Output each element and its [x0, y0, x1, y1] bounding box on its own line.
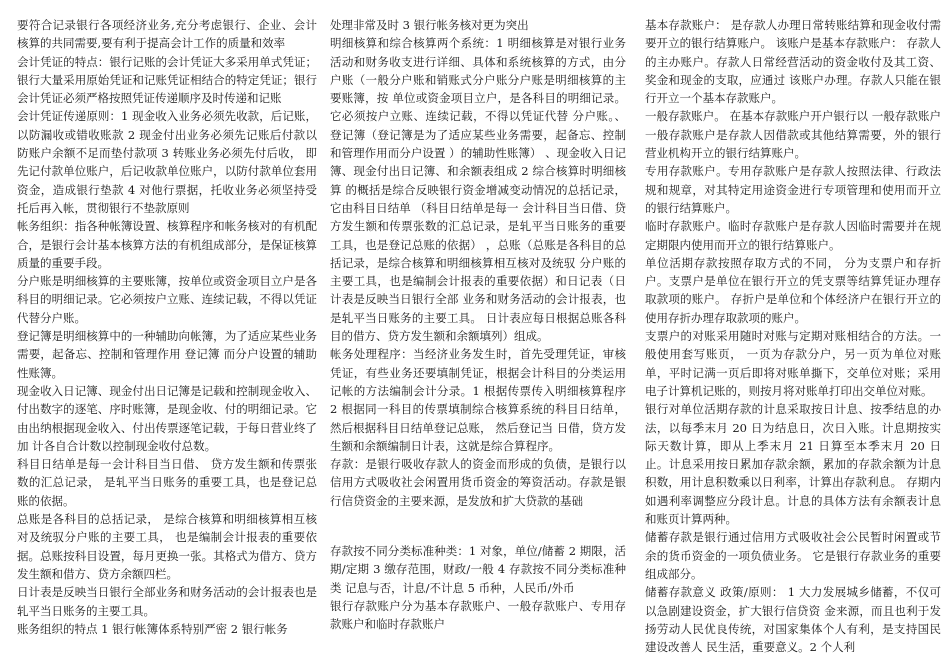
paragraph: 单位活期存款按照存取方式的不同， 分为支票户和存折户。支票户是单位在银行开立的凭支票等结算凭证办理存取款项的账户。 存折户是单位和个体经济户在银行开立的使用存折办理存取款项的账户。 [645, 255, 941, 325]
text-column-left [17, 16, 317, 666]
paragraph: 支票户的对账采用随时对账与定期对账相结合的方法。一般使用套写账页， 一页为存款分户，另一页为单位对账单，平时记满一页后即将对账单撕下，交单位对账；采用电子计算机记账的，则按月将对账单打印出交单位对账。 [645, 329, 941, 398]
paragraph: 帐务处理程序：当经济业务发生时，首先受理凭证，审核凭证，有些业务还要填制凭证，根据会计科目的分类运用记帐的方法编制会计分录。1 根据传票传入明细核算程序 2 根据同一科目的传票填制综合核算系统的科目日结单， 然后根据科目日结单登记总账， 然后登记当 日借，贷方发生额和余额编制日计表，这就是综合算程序。 [330, 347, 626, 453]
paragraph: 帐务组织：指各种帐簿设置、核算程序和帐务核对的有机配合，是银行会计基本核算方法的有机组成部分，是保证核算质量的重要手段。 [17, 219, 317, 270]
paragraph: 一般存款账户。 在基本存款账户开户银行以 一般存款账户 一般存款账户是存款人因借款或其他结算需要，外的银行营业机构开立的银行结算账户。 [645, 109, 941, 161]
paragraph: 总账是各科目的总括记录， 是综合核算和明细核算相互核对及统驭分户账的主要工具， 也是编制会计报表的重要依据。总账按科目设置，每月更换一张。其格式为借方、贷方发生额和借方、贷方余额四栏。 [17, 512, 317, 581]
paragraph: 账务组织的特点 1 银行帐簿体系特别严密 2 银行帐务 [17, 621, 288, 636]
paragraph: 银行对单位活期存款的计息采取按日计息、按季结息的办法，以每季末月 20 日为结息日，次日入账。计息期按实际天数计算，即从上季末月 21 日算至本季末月 20 日止。计息采用按日累加存款余额，累加的存款余额为计息积数，用计息积数乘以日利率，计算出存款利息。 存期内如遇利率调整应分段计息。计息的具体方法有余额表计息和账页计算两种。 [645, 402, 941, 527]
paragraph: 明细核算和综合核算两个系统：1 明细核算是对银行业务活动和财务收支进行详细、具体和系统核算的方式，由分户账（一般分户账和销账式分户账分户账是明细核算的主要账簿，按 单位或资金项目立户，是各科目的明细记录。它必须按户立账、连续记载，不得以凭证代替 分户账。、登记簿（登记簿是为了适应某些业务需要，起备忘、控制和管理作用而分户设置 ）的辅助性账簿） 、现金收入日记簿、现金付出日记簿、和余额表组成 2 综合核算时明细核算 的概括是综合反映银行资金增减变动情况的总括记录， 它由科目日结单 （科目日结单是每一 会计科目当日借、贷方发生额和传票张数的汇总记录，是轧平当日账务的重要工具，也是登记总账的依据） ，总账（总账是各科目的总括记录，是综合核算和明细核算相互核对及统驭 分户账的主要工具，也是编制会计报表的重要依据）和日记表（日计表是反映当日银行全部 业务和财务活动的会计报表，也是轧平当日账务的主要工具。 日计表应每日根据总账各科目的借方、贷方发生额和余额填列）组成。 [330, 36, 626, 344]
paragraph: 要符合记录银行各项经济业务,充分考虑银行、企业、会计核算的共同需要,要有利于提高会计工作的质量和效率 [17, 18, 317, 51]
paragraph: 日计表是反映当日银行全部业务和财务活动的会计报表也是轧平当日账务的主要工具。 [17, 585, 317, 618]
paragraph: 银行存款账户分为基本存款账户、一般存款账户、专用存款账户和临时存款账户 [330, 598, 626, 632]
paragraph: 专用存款账户。专用存款账户是存款人按照法律、行政法规和规章，对其特定用途资金进行专项管理和使用而开立的银行结算账户。 [645, 164, 941, 215]
paragraph-gap [330, 510, 626, 542]
paragraph: 会计凭证传递原则：1 现金收入业务必须先收款，后记账，以防漏收或错收账款 2 现金付出业务必须先记账后付款以防账户余额不足而垫付款项 3 转账业务必须先付后收， 即先记付款单位账户，后记收款单位账户，以防付款单位套用资金，造成银行垫款 4 对他行票据，托收业务必须坚持受托后再入帐，贯彻银行不垫款原则 [17, 109, 317, 215]
paragraph: 储蓄存款意义 政策/原则： 1 大力发展城乡储蓄，不仅可以急剧建设资金，扩大银行信贷资 金来源，而且也利于发扬劳动人民优良传统，对国家集体个人有利，是支持国民建设改善人 民生活，重要意义。2 个人利 [645, 585, 941, 655]
text-column-middle [330, 16, 626, 666]
paragraph: 储蓄存款是银行通过信用方式吸收社会公民暂时闲置或节余的货币资金的一项负债业务。 它是银行存款业务的重要组成部分。 [645, 530, 941, 581]
paragraph: 会计凭证的特点：银行记账的会计凭证大多采用单式凭证； 银行大量采用原始凭证和记账凭证相结合的特定凭证；银行会计凭证必须严格按照凭证传递顺序及时传递和记账 [17, 54, 317, 106]
paragraph: 处理非常及时 3 银行帐务核对更为突出 [330, 18, 529, 32]
paragraph: 现金收入日记簿、现金付出日记簿是记载和控制现金收入、付出数字的逐笔、序时账簿，是现金收、付的明细记录。它由出纳根据现金收入、付出传票逐笔记载，于每日营业终了加 计各自合计数以控制现金收付总数。 [17, 383, 317, 453]
paragraph: 分户账是明细核算的主要账簿，按单位或资金项目立户是各科目的明细记录。它必须按户立账、连续记载，不得以凭证代替分户账。 [17, 274, 317, 325]
text-column-right [645, 16, 941, 666]
paragraph: 科目日结单是每一会计科目当日借、 贷方发生额和传票张数的汇总记录， 是轧平当日账务的重要工具，也是登记总账的依据。 [17, 457, 317, 508]
paragraph: 存款：是银行吸收存款人的资金而形成的负债，是银行以信用方式吸收社会闲置用货币资金的筹资活动。存款是银行信贷资金的主要来源，是发放和扩大贷款的基础 [330, 457, 626, 508]
paragraph: 基本存款账户： 是存款人办理日常转账结算和现金收付需要开立的银行结算账户。 该账户是基本存款账户： 存款人的主办账户。存款人日常经营活动的资金收付及其工资、奖金和现金的支取，应通过 该账户办理。存款人只能在银行开立一个基本存款账户。 [645, 18, 941, 106]
paragraph: 登记簿是明细核算中的一种辅助向帐簿，为了适应某些业务需要，起备忘、控制和管理作用 登记簿 而分户设置的辅助性账簿。 [17, 329, 317, 380]
paragraph: 存款按不同分类标准种类：1 对象，单位/储蓄 2 期限，活期/定期 3 缴存范围，财政/一般 4 存款按不同分类标准种类 记息与否，计息/不计息 5 币种，人民币/外币 [330, 544, 626, 595]
paragraph: 临时存款账户。临时存款账户是存款人因临时需要并在规定期限内使用而开立的银行结算账户。 [645, 219, 941, 252]
